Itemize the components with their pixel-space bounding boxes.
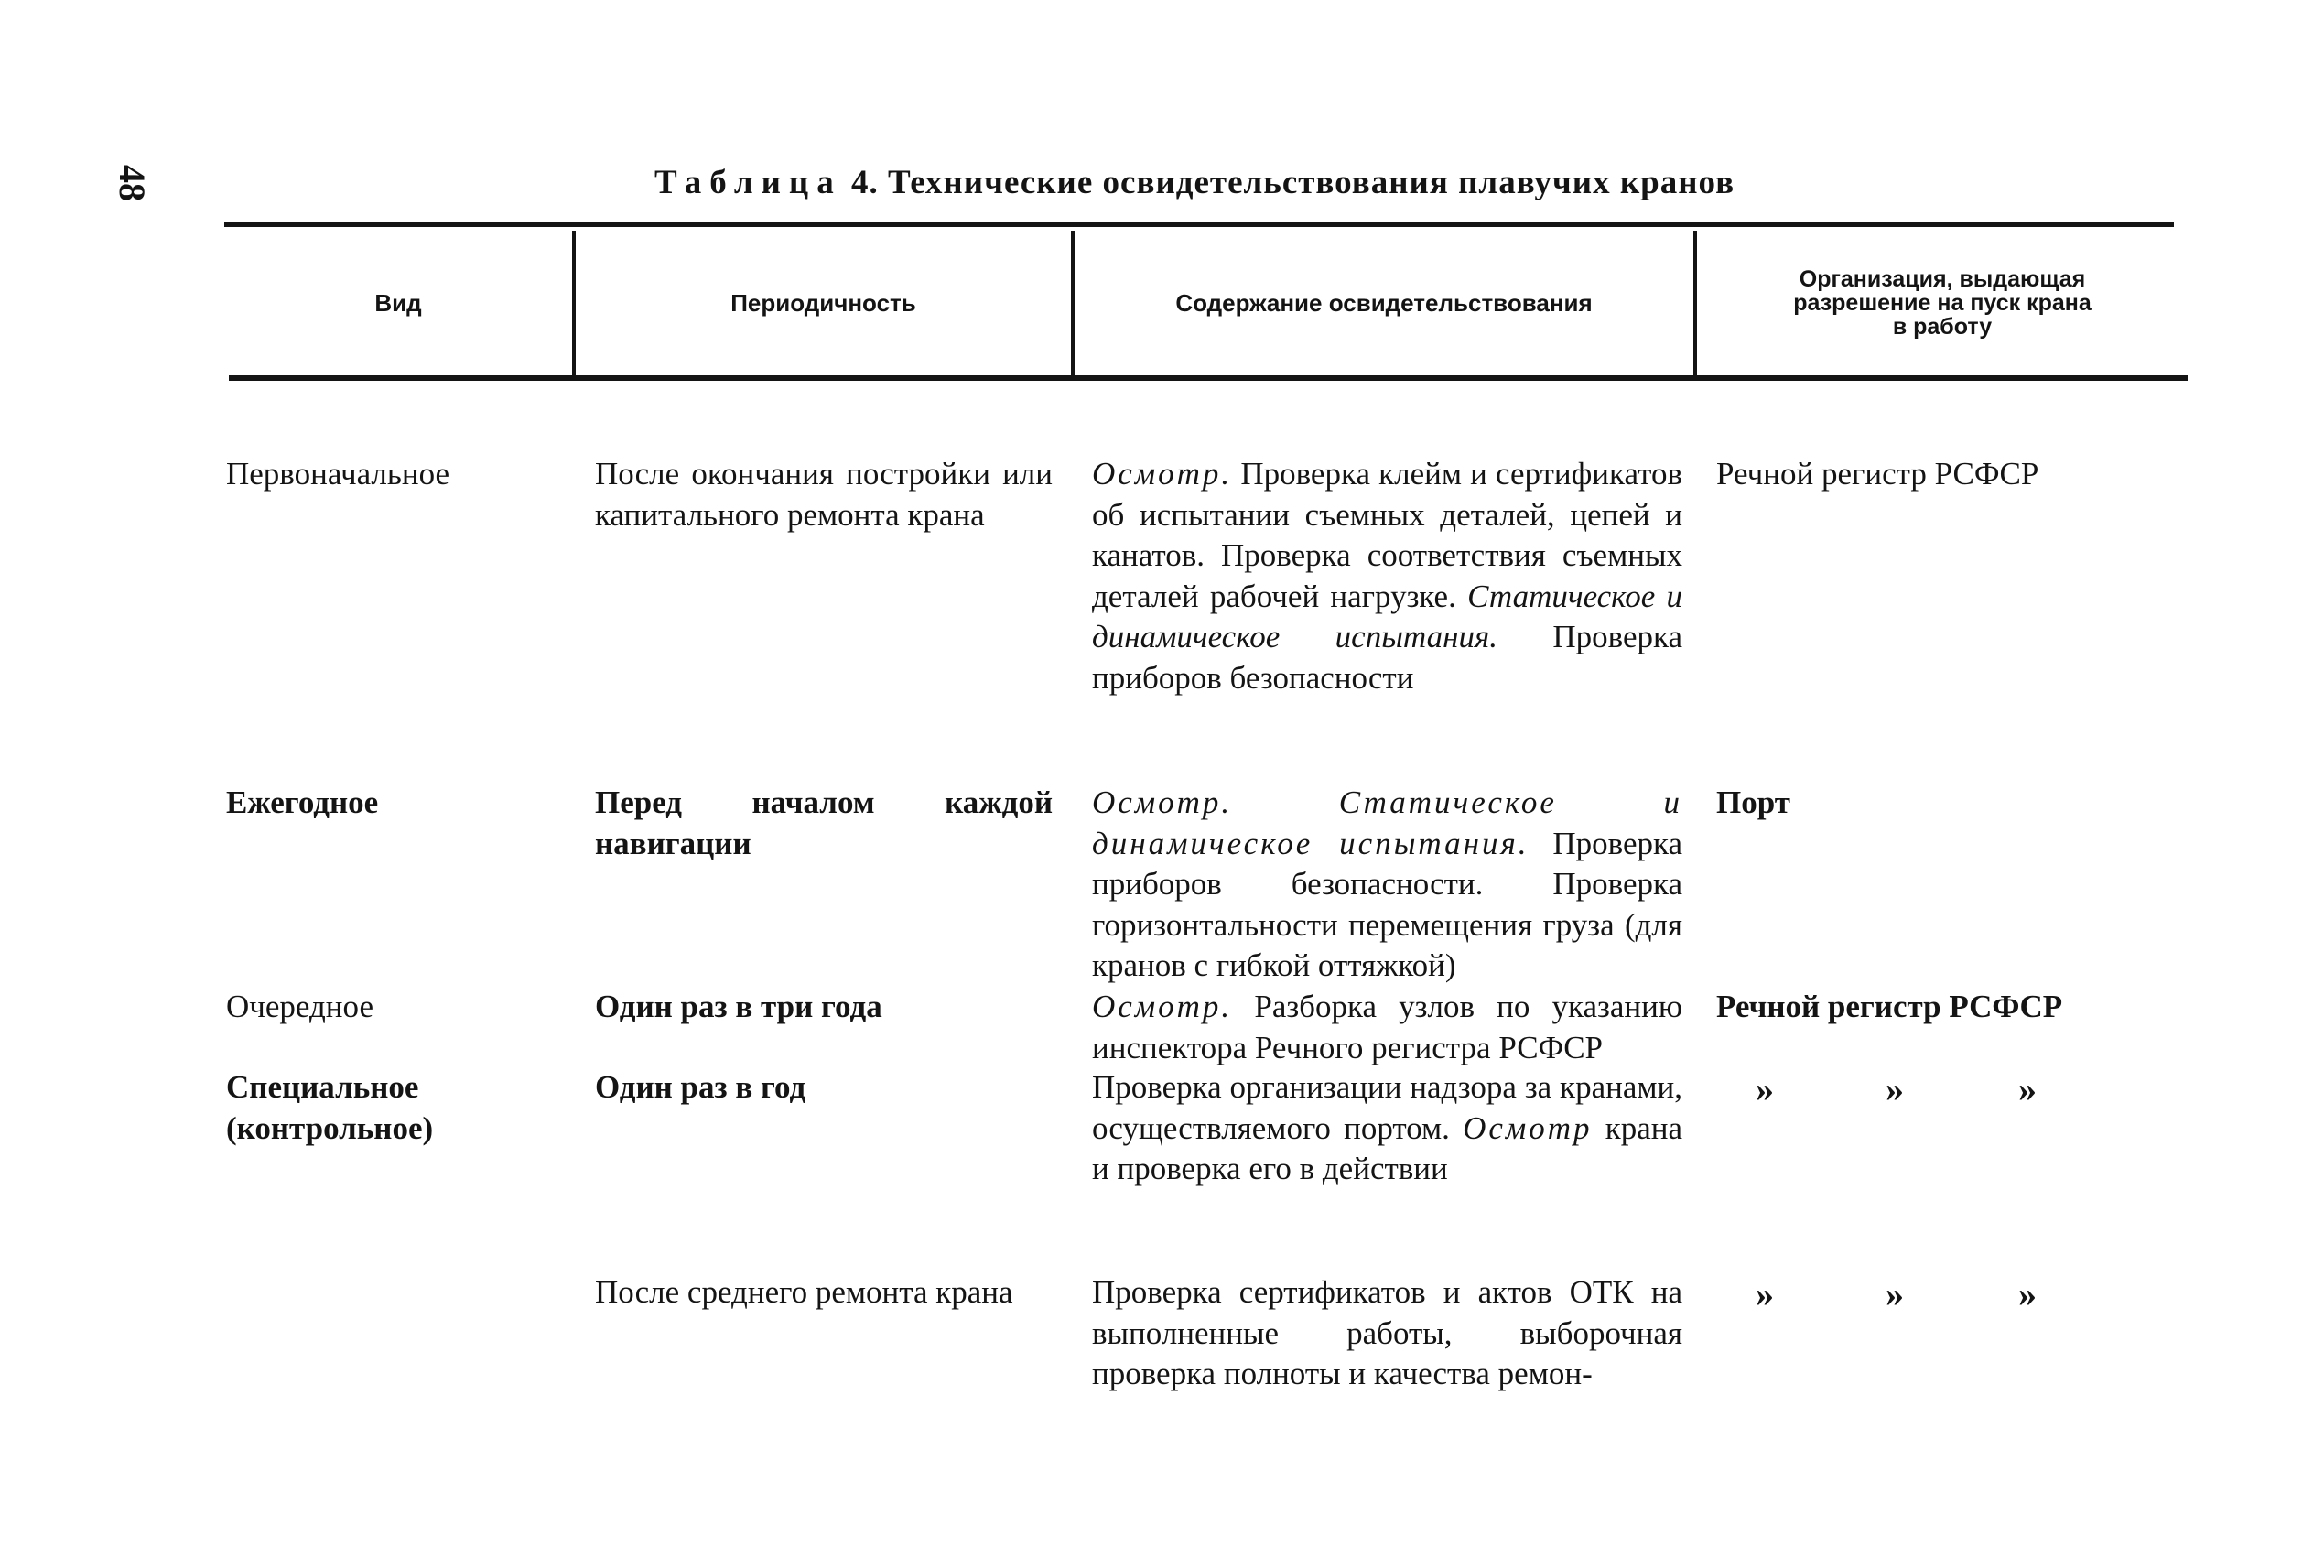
row-organization: Речной регистр РСФСР — [1716, 456, 2039, 492]
row-period: Один раз в три года — [595, 989, 882, 1024]
row-vid: Первоначальное — [226, 456, 450, 492]
header-vid: Вид — [374, 288, 422, 317]
row-vid: Специальное (контрольное) — [226, 1069, 434, 1146]
ditto-mark: » — [1886, 1068, 1904, 1109]
row-organization: Порт — [1716, 784, 1790, 820]
table-header-rule — [229, 375, 2188, 381]
header-org-line: разрешение на пуск крана — [1793, 290, 2092, 316]
ditto-mark: » — [2018, 1068, 2037, 1109]
header-content: Содержание освидетельствования — [1175, 288, 1593, 317]
table-top-rule — [224, 222, 2174, 227]
row-content: Проверка организации надзора за кранами, осуществляемого портом. Осмотр крана и проверка его в действии — [1092, 1069, 1682, 1186]
row-period: После среднего ремонта крана — [595, 1274, 1013, 1310]
table-title — [654, 163, 1735, 202]
row-period: Один раз в год — [595, 1069, 806, 1105]
row-vid: Ежегодное — [226, 784, 379, 820]
table-title-label: Таблица — [654, 164, 842, 201]
header-period: Периодичность — [730, 288, 916, 317]
page-number: 48 — [112, 165, 153, 201]
ditto-mark: » — [1886, 1273, 1904, 1314]
ditto-mark: » — [1756, 1273, 1774, 1314]
ditto-mark: » — [2018, 1273, 2037, 1314]
table-title-text: Технические освидетельствования плавучих кранов — [887, 164, 1735, 201]
row-content: Осмотр. Статическое и динамическое испытания. Проверка приборов безопасности. Проверка горизонтальности перемещения груза (для кранов с гибкой оттяжкой) — [1092, 784, 1682, 983]
row-period: Перед началом каждой навигации — [595, 784, 1053, 861]
header-org-line: Организация, выдающая — [1799, 266, 2086, 292]
row-content: Проверка сертификатов и актов ОТК на выполненные работы, выборочная проверка полноты и качества ремон- — [1092, 1274, 1682, 1391]
row-content: Осмотр. Проверка клейм и сертификатов об испытании съемных деталей, цепей и канатов. Проверка соответствия съемных деталей рабочей нагрузке. Статическое и динамическое испытания. Проверка приборов безопасности — [1092, 456, 1682, 696]
table-title-number: 4. — [850, 164, 879, 201]
row-content: Осмотр. Разборка узлов по указанию инспектора Речного регистра РСФСР — [1092, 989, 1682, 1065]
header-org-line: в работу — [1892, 314, 1993, 340]
row-organization: Речной регистр РСФСР — [1716, 989, 2063, 1024]
row-vid: Очередное — [226, 989, 373, 1024]
header-organization — [1697, 231, 2188, 375]
ditto-mark: » — [1756, 1068, 1774, 1109]
row-period: После окончания постройки или капитального ремонта крана — [595, 456, 1053, 533]
